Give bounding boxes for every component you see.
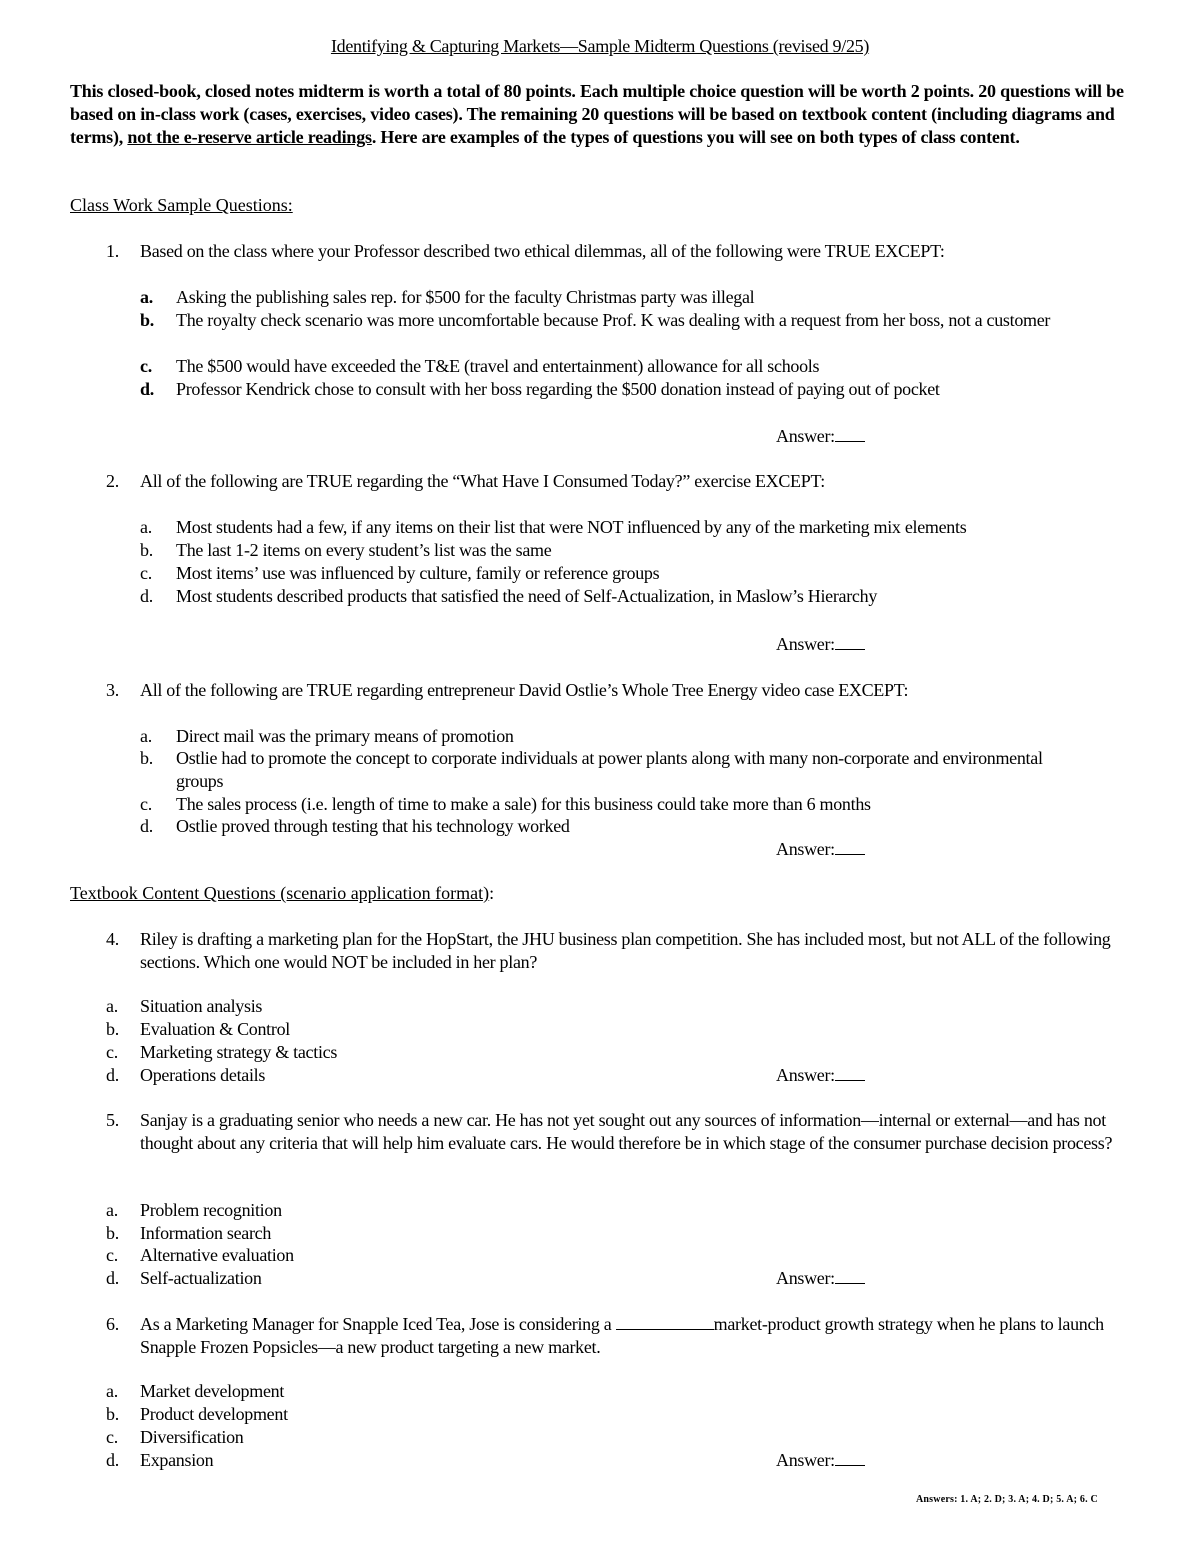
question-number: 5.	[106, 1110, 119, 1130]
option-letter: b.	[106, 1404, 119, 1424]
question-text: All of the following are TRUE regarding the “What Have I Consumed Today?” exercise EXCEPT:	[140, 471, 825, 491]
option-letter: d.	[106, 1450, 119, 1470]
option-letter: a.	[140, 517, 152, 537]
option-text: The last 1-2 items on every student’s list was the same	[176, 540, 552, 560]
intro-underlined-text: not the e-reserve article readings	[127, 127, 372, 147]
option-letter: d.	[106, 1268, 119, 1288]
answer-blank[interactable]	[835, 1449, 865, 1466]
option-text: Most students described products that satisfied the need of Self-Actualization, in Maslow’s Hierarchy	[176, 586, 878, 606]
option-text: Marketing strategy & tactics	[140, 1042, 338, 1062]
option-text: Expansion	[140, 1450, 214, 1470]
option-letter: d.	[140, 586, 153, 606]
option-letter: a.	[106, 1381, 118, 1401]
option-text: The sales process (i.e. length of time to make a sale) for this business could take more than 6 months	[176, 794, 871, 814]
section-heading-class-work: Class Work Sample Questions:	[70, 195, 293, 215]
option-letter: c.	[140, 356, 152, 376]
option-text: Information search	[140, 1223, 272, 1243]
option-text: Ostlie proved through testing that his technology worked	[176, 816, 570, 836]
option-text: Direct mail was the primary means of promotion	[176, 726, 514, 746]
question-number: 3.	[106, 680, 119, 700]
answer-label: Answer:	[776, 634, 835, 654]
option-text: Alternative evaluation	[140, 1245, 294, 1265]
option-text: Diversification	[140, 1427, 244, 1447]
option-letter: c.	[106, 1245, 118, 1265]
option-letter: c.	[140, 794, 152, 814]
option-text: Situation analysis	[140, 996, 263, 1016]
option-text: Most items’ use was influenced by culture, family or reference groups	[176, 563, 660, 583]
option-letter: a.	[106, 1200, 118, 1220]
question-number: 6.	[106, 1314, 119, 1334]
question-text-after-blank: market-product growth strategy when he plans to launch Snapple Frozen Popsicles—a new product targeting a new market.	[140, 1314, 1104, 1357]
question-text-before-blank: As a Marketing Manager for Snapple Iced Tea, Jose is considering a	[140, 1314, 616, 1334]
answer-blank[interactable]	[835, 838, 865, 855]
option-text: Asking the publishing sales rep. for $500 for the faculty Christmas party was illegal	[176, 287, 755, 307]
option-text: Problem recognition	[140, 1200, 282, 1220]
answer-blank[interactable]	[835, 1267, 865, 1284]
option-letter: a.	[140, 726, 152, 746]
question-text: Sanjay is a graduating senior who needs a new car. He has not yet sought out any sources of information—internal or external—and has not thought about any criteria that will help him evaluate cars. He would therefore be in which stage of the consumer purchase decision process?	[140, 1110, 1113, 1153]
option-letter: b.	[106, 1223, 119, 1243]
section-heading-textbook	[70, 883, 494, 904]
option-letter: c.	[106, 1427, 118, 1447]
option-text: Evaluation & Control	[140, 1019, 290, 1039]
answer-blank[interactable]	[835, 425, 865, 442]
option-text: Operations details	[140, 1065, 266, 1085]
answer-blank[interactable]	[835, 633, 865, 650]
question-text: Based on the class where your Professor described two ethical dilemmas, all of the following were TRUE EXCEPT:	[140, 241, 945, 261]
option-letter: b.	[106, 1019, 119, 1039]
option-text: Most students had a few, if any items on their list that were NOT influenced by any of the marketing mix elements	[176, 517, 967, 537]
option-text: Self-actualization	[140, 1268, 262, 1288]
option-letter: b.	[140, 540, 153, 560]
answer-line-2	[776, 633, 865, 655]
answer-label: Answer:	[776, 839, 835, 859]
option-text: The royalty check scenario was more uncomfortable because Prof. K was dealing with a request from her boss, not a customer	[176, 310, 1051, 330]
option-letter: b.	[140, 748, 153, 768]
intro-text-part2: . Here are examples of the types of questions you will see on both types of class content.	[371, 127, 1020, 147]
question-number: 4.	[106, 929, 119, 949]
answer-label: Answer:	[776, 1065, 835, 1085]
answer-blank[interactable]	[835, 1064, 865, 1081]
option-letter: c.	[140, 563, 152, 583]
option-letter: c.	[106, 1042, 118, 1062]
option-letter: a.	[106, 996, 118, 1016]
option-letter: d.	[140, 816, 153, 836]
answer-line-6	[776, 1449, 865, 1471]
question-text	[140, 1313, 1115, 1359]
option-text: Ostlie had to promote the concept to corporate individuals at power plants along with many non-corporate and environmental groups	[176, 748, 1043, 791]
answer-line-1	[776, 425, 865, 447]
answer-label: Answer:	[776, 1450, 835, 1470]
question-number: 2.	[106, 471, 119, 491]
answer-line-5	[776, 1267, 865, 1289]
option-text: The $500 would have exceeded the T&E (travel and entertainment) allowance for all schools	[176, 356, 820, 376]
question-text: All of the following are TRUE regarding entrepreneur David Ostlie’s Whole Tree Energy video case EXCEPT:	[140, 680, 909, 700]
option-letter: d.	[106, 1065, 119, 1085]
answer-label: Answer:	[776, 426, 835, 446]
answer-line-3	[776, 838, 865, 860]
question-number: 1.	[106, 241, 119, 261]
option-letter: d.	[140, 379, 154, 399]
section-heading-textbook-label: Textbook Content Questions (scenario application format)	[70, 883, 490, 903]
page-title: Identifying & Capturing Markets—Sample Midterm Questions (revised 9/25)	[330, 36, 870, 56]
intro-paragraph	[70, 80, 1130, 149]
option-text: Product development	[140, 1404, 288, 1424]
fill-in-blank	[616, 1313, 714, 1330]
option-letter: b.	[140, 310, 154, 330]
answer-label: Answer:	[776, 1268, 835, 1288]
section-heading-textbook-suffix: :	[489, 883, 495, 903]
option-text: Market development	[140, 1381, 285, 1401]
option-text: Professor Kendrick chose to consult with her boss regarding the $500 donation instead of paying out of pocket	[176, 379, 940, 399]
answer-key: Answers: 1. A; 2. D; 3. A; 4. D; 5. A; 6. C	[916, 1494, 1098, 1505]
option-letter: a.	[140, 287, 153, 307]
answer-line-4	[776, 1064, 865, 1086]
question-text: Riley is drafting a marketing plan for the HopStart, the JHU business plan competition. She has included most, but not ALL of the following sections. Which one would NOT be included in her plan?	[140, 929, 1111, 972]
intro-text-part1: This closed-book, closed notes midterm is worth a total of 80 points. Each multiple choice question will be worth 2 points. 20 questions will be based on in-class work (cases, exercises, video cases). The remaining 20 questions will be based on textbook content (including diagrams and terms),	[70, 81, 1124, 147]
